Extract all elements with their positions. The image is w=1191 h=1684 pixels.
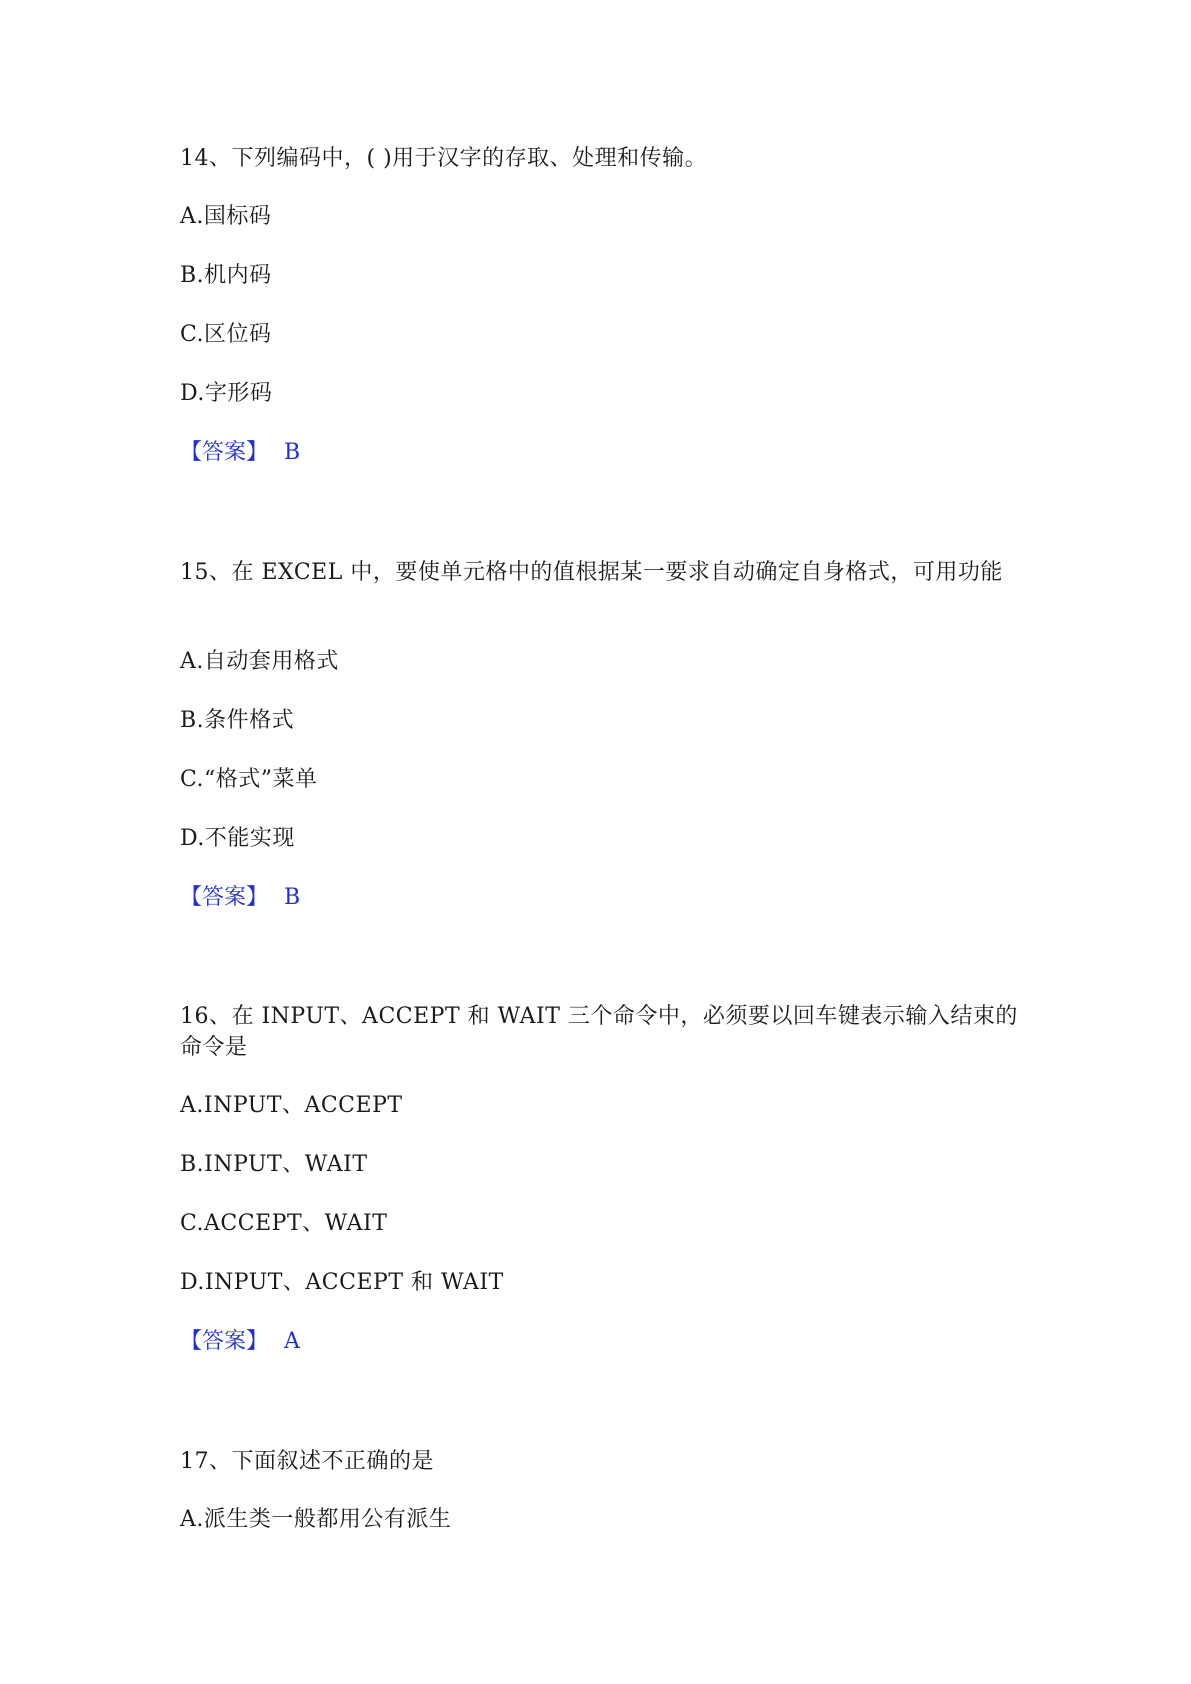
option-a: A.自动套用格式 bbox=[180, 649, 339, 674]
question-stem: 15、在 EXCEL 中，要使单元格中的值根据某一要求自动确定自身格式，可用功能 bbox=[180, 560, 1003, 585]
option-a: A.国标码 bbox=[180, 204, 272, 229]
option-d: D.INPUT、ACCEPT 和 WAIT bbox=[180, 1270, 504, 1295]
option-a: A.INPUT、ACCEPT bbox=[180, 1093, 403, 1118]
answer-label: 【答案】 bbox=[180, 885, 269, 910]
option-c: C.区位码 bbox=[180, 322, 272, 347]
answer-value: B bbox=[284, 440, 301, 465]
question-15 bbox=[180, 557, 1020, 910]
answer-value: B bbox=[284, 885, 301, 910]
option-b: B.机内码 bbox=[180, 263, 272, 288]
option-c: C.“格式”菜单 bbox=[180, 767, 318, 792]
option-b: B.INPUT、WAIT bbox=[180, 1152, 368, 1177]
question-stem: 14、下列编码中，( )用于汉字的存取、处理和传输。 bbox=[180, 146, 708, 171]
question-17 bbox=[180, 1446, 1020, 1532]
option-a: A.派生类一般都用公有派生 bbox=[180, 1507, 452, 1532]
question-stem: 17、下面叙述不正确的是 bbox=[180, 1449, 434, 1474]
answer-label: 【答案】 bbox=[180, 1329, 269, 1354]
option-d: D.不能实现 bbox=[180, 826, 295, 851]
answer-line bbox=[180, 437, 300, 468]
option-c: C.ACCEPT、WAIT bbox=[180, 1211, 388, 1236]
option-d: D.字形码 bbox=[180, 381, 273, 406]
question-14 bbox=[180, 143, 1020, 465]
answer-label: 【答案】 bbox=[180, 440, 269, 465]
answer-line bbox=[180, 1326, 300, 1357]
question-16 bbox=[180, 1001, 1020, 1354]
answer-value: A bbox=[284, 1329, 300, 1354]
answer-line bbox=[180, 882, 300, 913]
option-b: B.条件格式 bbox=[180, 708, 295, 733]
question-stem: 16、在 INPUT、ACCEPT 和 WAIT 三个命令中，必须要以回车键表示输入结束的命令是 bbox=[180, 1004, 1018, 1060]
